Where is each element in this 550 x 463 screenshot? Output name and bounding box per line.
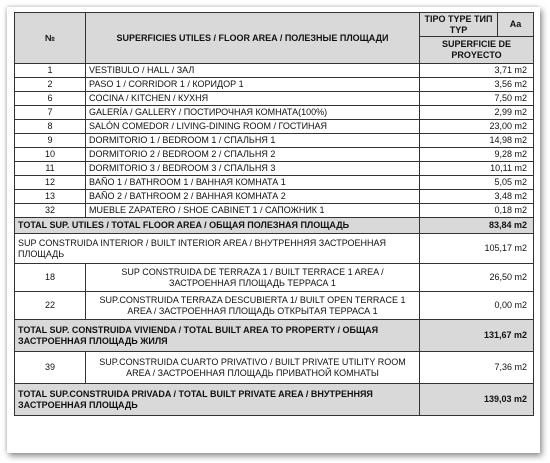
table-row [15,162,534,176]
utility-name: SUP.CONSTRUIDA CUARTO PRIVATIVO / BUILT PRIVATE UTILITY ROOM AREA / ЗАСТРОЕННАЯ ПЛОЩАДЬ ПРИВАТНОЙ КОМНАТЫ [86,352,420,384]
room-area: 5,05 m2 [420,176,534,190]
total-private-row [15,384,534,416]
table-row [15,176,534,190]
header-tipo-type: TIPO TYPE ТИП TYP [420,13,498,37]
room-name: COCINA / KITCHEN / КУХНЯ [86,92,420,106]
interior-value: 105,17 m2 [420,234,534,264]
total-built-row [15,320,534,352]
table-row [15,106,534,120]
room-name: BAÑO 1 / BATHROOM 1 / ВАННАЯ КОМНАТА 1 [86,176,420,190]
room-area: 14,98 m2 [420,134,534,148]
table-row [15,64,534,78]
room-num: 12 [15,176,86,190]
total-private-value: 139,03 m2 [420,384,534,416]
room-num: 32 [15,204,86,218]
utility-num: 39 [15,352,86,384]
header-area-label: SUPERFICIES UTILES / FLOOR AREA / ПОЛЕЗНЫЕ ПЛОЩАДИ [86,13,420,64]
total-useful-label: TOTAL SUP. UTILES / TOTAL FLOOR AREA / ОБЩАЯ ПОЛЕЗНАЯ ПЛОЩАДЬ [15,218,420,234]
room-name: SALÓN COMEDOR / LIVING-DINING ROOM / ГОСТИНАЯ [86,120,420,134]
room-name: VESTIBULO / HALL / ЗАЛ [86,64,420,78]
room-name: DORMITORIO 1 / BEDROOM 1 / СПАЛЬНЯ 1 [86,134,420,148]
room-area: 9,28 m2 [420,148,534,162]
terrace-name: SUP CONSTRUIDA DE TERRAZA 1 / BUILT TERRACE 1 AREA / ЗАСТРОЕННАЯ ПЛОЩАДЬ ТЕРРАСА 1 [86,264,420,292]
total-useful-row [15,218,534,234]
room-name: GALERÍA / GALLERY / ПОСТИРОЧНАЯ КОМНАТА(100%) [86,106,420,120]
room-num: 11 [15,162,86,176]
room-num: 1 [15,64,86,78]
room-num: 9 [15,134,86,148]
table-row [15,264,534,292]
utility-area: 7,36 m2 [420,352,534,384]
room-num: 8 [15,120,86,134]
room-area: 0,18 m2 [420,204,534,218]
interior-label: SUP CONSTRUIDA INTERIOR / BUILT INTERIOR AREA / ВНУТРЕННЯЯ ЗАСТРОЕННАЯ ПЛОЩАДЬ [15,234,420,264]
table-row [15,190,534,204]
total-useful-value: 83,84 m2 [420,218,534,234]
header-num: № [15,13,86,64]
room-area: 2,99 m2 [420,106,534,120]
table-row [15,352,534,384]
room-name: PASO 1 / CORRIDOR 1 / КОРИДОР 1 [86,78,420,92]
total-built-value: 131,67 m2 [420,320,534,352]
terrace-name: SUP.CONSTRUIDA TERRAZA DESCUBIERTA 1/ BUILT OPEN TERRACE 1 AREA / ЗАСТРОЕННАЯ ПЛОЩАДЬ ОТКРЫТАЯ ТЕРРАСА 1 [86,292,420,320]
total-built-label: TOTAL SUP. CONSTRUIDA VIVIENDA / TOTAL BUILT AREA TO PROPERTY / ОБЩАЯ ЗАСТРОЕННАЯ ПЛОЩАДЬ ЖИЛЯ [15,320,420,352]
table-row [15,204,534,218]
header-superficie: SUPERFICIE DE PROYECTO [420,37,534,64]
room-area: 3,71 m2 [420,64,534,78]
room-name: BAÑO 2 / BATHROOM 2 / ВАННАЯ КОМНАТА 2 [86,190,420,204]
terrace-area: 26,50 m2 [420,264,534,292]
terrace-num: 22 [15,292,86,320]
table-row [15,120,534,134]
table-row [15,148,534,162]
terrace-area: 0,00 m2 [420,292,534,320]
interior-row [15,234,534,264]
table-row [15,292,534,320]
room-area: 23,00 m2 [420,120,534,134]
terrace-num: 18 [15,264,86,292]
table-row [15,78,534,92]
room-area: 7,50 m2 [420,92,534,106]
area-table [14,12,534,416]
room-area: 3,48 m2 [420,190,534,204]
room-area: 10,11 m2 [420,162,534,176]
room-num: 2 [15,78,86,92]
table-row [15,134,534,148]
room-name: MUEBLE ZAPATERO / SHOE CABINET 1 / САПОЖНИК 1 [86,204,420,218]
room-num: 13 [15,190,86,204]
room-name: DORMITORIO 3 / BEDROOM 3 / СПАЛЬНЯ 3 [86,162,420,176]
room-num: 10 [15,148,86,162]
room-name: DORMITORIO 2 / BEDROOM 2 / СПАЛЬНЯ 2 [86,148,420,162]
room-area: 3,56 m2 [420,78,534,92]
room-num: 7 [15,106,86,120]
room-num: 6 [15,92,86,106]
header-aa: Aa [498,13,534,37]
total-private-label: TOTAL SUP.CONSTRUIDA PRIVADA / TOTAL BUILT PRIVATE AREA / ВНУТРЕННЯЯ ЗАСТРОЕННАЯ ПЛОЩАДЬ [15,384,420,416]
table-row [15,92,534,106]
